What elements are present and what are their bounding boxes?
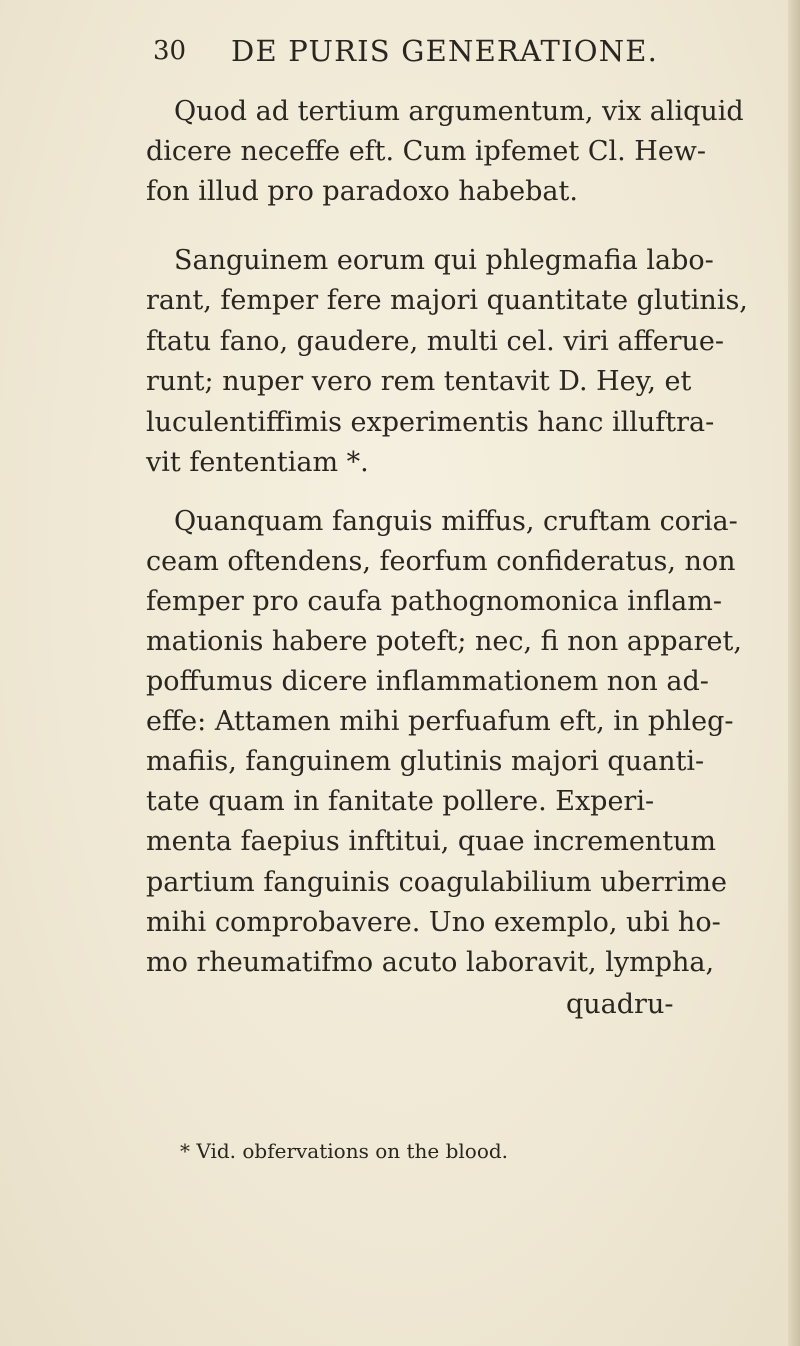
text-line: luculentiffimis experimentis hanc illuftra- [146, 407, 715, 438]
text-line: femper pro caufa pathognomonica inflam- [146, 586, 722, 617]
running-title: DE PURIS GENERATIONE. [231, 34, 659, 68]
text-line: mihi comprobavere. Uno exemplo, ubi ho- [146, 907, 721, 938]
text-line: ftatu fano, gaudere, multi cel. viri afferue- [146, 326, 725, 357]
text-line: poffumus dicere inflammationem non ad- [146, 666, 709, 697]
text-line: menta faepius inftitui, quae incrementum [146, 826, 717, 857]
text-line: partium fanguinis coagulabilium uberrime [146, 867, 727, 898]
catchword: quadru- [566, 989, 674, 1020]
text-line: vit fententiam *. [146, 447, 369, 478]
text-line: mo rheumatifmo acuto laboravit, lympha, [146, 947, 715, 978]
footnote: * Vid. obfervations on the blood. [180, 1139, 509, 1163]
text-line: Quod ad tertium argumentum, vix aliquid [174, 96, 744, 127]
text-line: Sanguinem eorum qui phlegmafia labo- [174, 245, 714, 276]
text-line: fon illud pro paradoxo habebat. [146, 176, 578, 207]
text-line: rant, femper fere majori quantitate glutinis, [146, 285, 748, 316]
text-line: effe: Attamen mihi perfuafum eft, in phleg- [146, 706, 734, 737]
page-number: 30 [153, 36, 187, 66]
text-line: dicere neceffe eft. Cum ipfemet Cl. Hew- [146, 136, 707, 167]
text-line: Quanquam fanguis miffus, cruftam coria- [174, 506, 738, 537]
text-line: tate quam in fanitate pollere. Experi- [146, 786, 655, 817]
text-line: runt; nuper vero rem tentavit D. Hey, et [146, 366, 692, 397]
page-edge-shadow [788, 0, 800, 1346]
text-line: mafiis, fanguinem glutinis majori quanti- [146, 746, 705, 777]
text-line: ceam oftendens, feorfum confideratus, non [146, 546, 736, 577]
text-line: mationis habere poteft; nec, fi non apparet, [146, 626, 742, 657]
